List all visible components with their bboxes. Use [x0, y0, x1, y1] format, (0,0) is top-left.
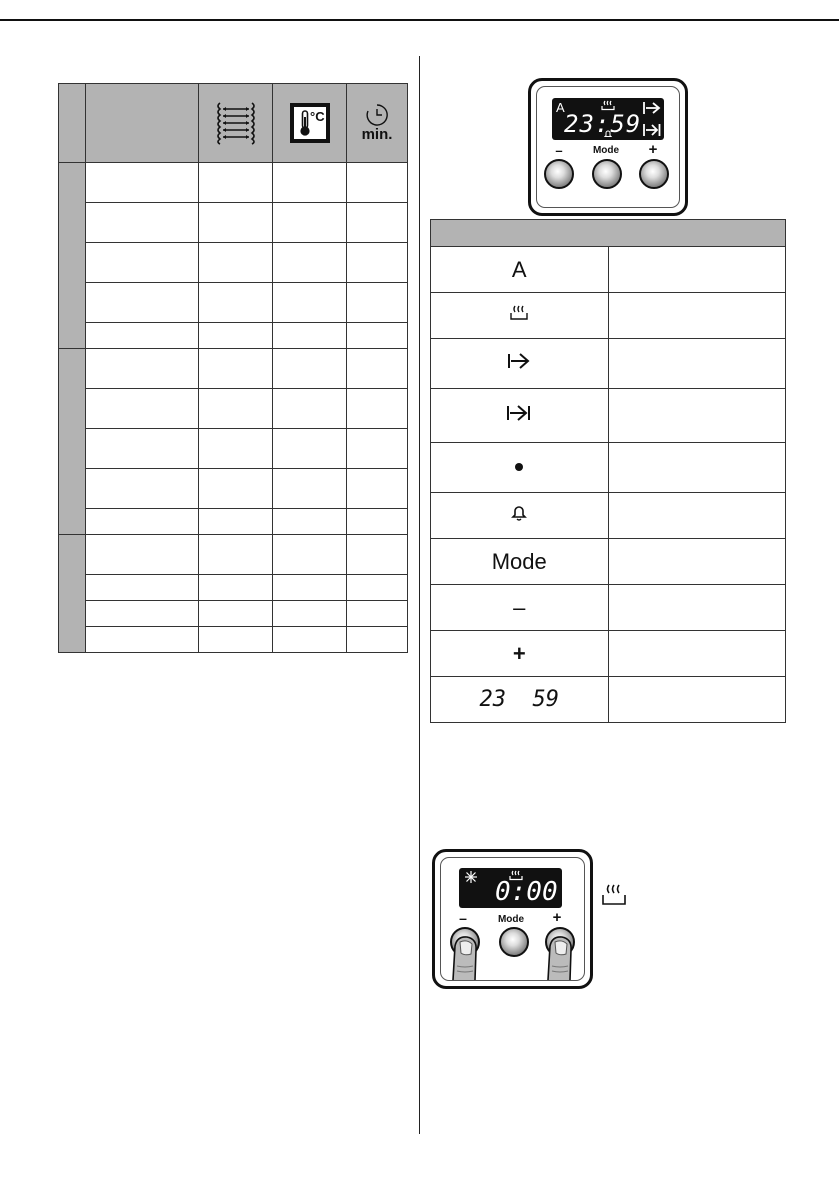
table-row	[431, 539, 786, 585]
symbol-digits: 23 59	[479, 687, 559, 712]
setup-panel	[432, 849, 593, 989]
symbol-mode: Mode	[491, 548, 547, 574]
table-row	[59, 283, 408, 323]
table-row	[59, 349, 408, 389]
table-row	[59, 429, 408, 469]
temperature-icon	[289, 102, 331, 144]
mode-label: Mode	[497, 914, 525, 925]
start-arrow-icon	[643, 101, 661, 115]
symbol-a: A	[511, 256, 527, 282]
table-row	[59, 469, 408, 509]
table-row	[59, 323, 408, 349]
table-row	[59, 575, 408, 601]
column-divider	[419, 56, 420, 1134]
cooking-table	[58, 83, 408, 653]
mode-button[interactable]	[592, 159, 622, 189]
category-cell	[59, 535, 86, 653]
category-cell	[59, 163, 86, 349]
table-row	[431, 493, 786, 539]
header-time	[347, 84, 408, 163]
table-row	[431, 247, 786, 293]
table-row	[59, 203, 408, 243]
cooking-heat-icon	[601, 884, 627, 906]
setup-digits: 0:00	[495, 877, 558, 907]
flash-indicator-icon	[464, 870, 478, 884]
auto-indicator: A	[556, 100, 565, 115]
plus-label: +	[552, 909, 562, 926]
display-table-header	[431, 220, 786, 247]
table-row	[431, 389, 786, 443]
table-row	[431, 677, 786, 723]
plus-label: +	[648, 141, 658, 158]
table-row	[431, 339, 786, 389]
clock-icon	[365, 103, 389, 127]
right-finger-icon	[540, 932, 580, 982]
mode-button[interactable]	[499, 927, 529, 957]
header-cat	[59, 84, 86, 163]
header-shelf	[199, 84, 273, 163]
top-rule	[0, 19, 839, 21]
minus-button[interactable]	[544, 159, 574, 189]
category-cell	[59, 349, 86, 535]
table-row	[431, 585, 786, 631]
minus-label: –	[555, 143, 563, 158]
table-row	[431, 631, 786, 677]
mode-label: Mode	[592, 145, 620, 156]
cooking-heat-icon	[509, 305, 529, 321]
table-row	[59, 243, 408, 283]
cooking-table-header	[59, 84, 408, 163]
symbol-plus: +	[512, 640, 526, 666]
timer-digits: 23:59	[564, 110, 642, 138]
table-row	[59, 163, 408, 203]
table-row	[59, 601, 408, 627]
table-row	[59, 627, 408, 653]
temp-unit-label: °C	[309, 109, 325, 124]
dot-icon	[514, 462, 524, 472]
table-row	[431, 443, 786, 493]
setup-display	[459, 868, 562, 908]
start-arrow-icon	[507, 351, 531, 371]
table-row	[431, 293, 786, 339]
bell-icon	[604, 130, 612, 138]
time-unit-label: min.	[361, 126, 393, 143]
header-dish	[86, 84, 199, 163]
minus-label: –	[459, 910, 467, 926]
display-symbols-table	[430, 219, 786, 723]
end-arrow-icon	[506, 403, 532, 423]
end-arrow-icon	[643, 123, 661, 137]
timer-display	[552, 98, 664, 140]
table-row	[59, 509, 408, 535]
bell-icon	[511, 504, 527, 522]
table-row	[59, 535, 408, 575]
header-temperature	[273, 84, 347, 163]
timer-panel	[528, 78, 688, 216]
left-finger-icon	[445, 932, 485, 982]
symbol-minus: –	[513, 594, 526, 620]
table-row	[59, 389, 408, 429]
shelf-level-icon	[214, 100, 258, 146]
plus-button[interactable]	[639, 159, 669, 189]
